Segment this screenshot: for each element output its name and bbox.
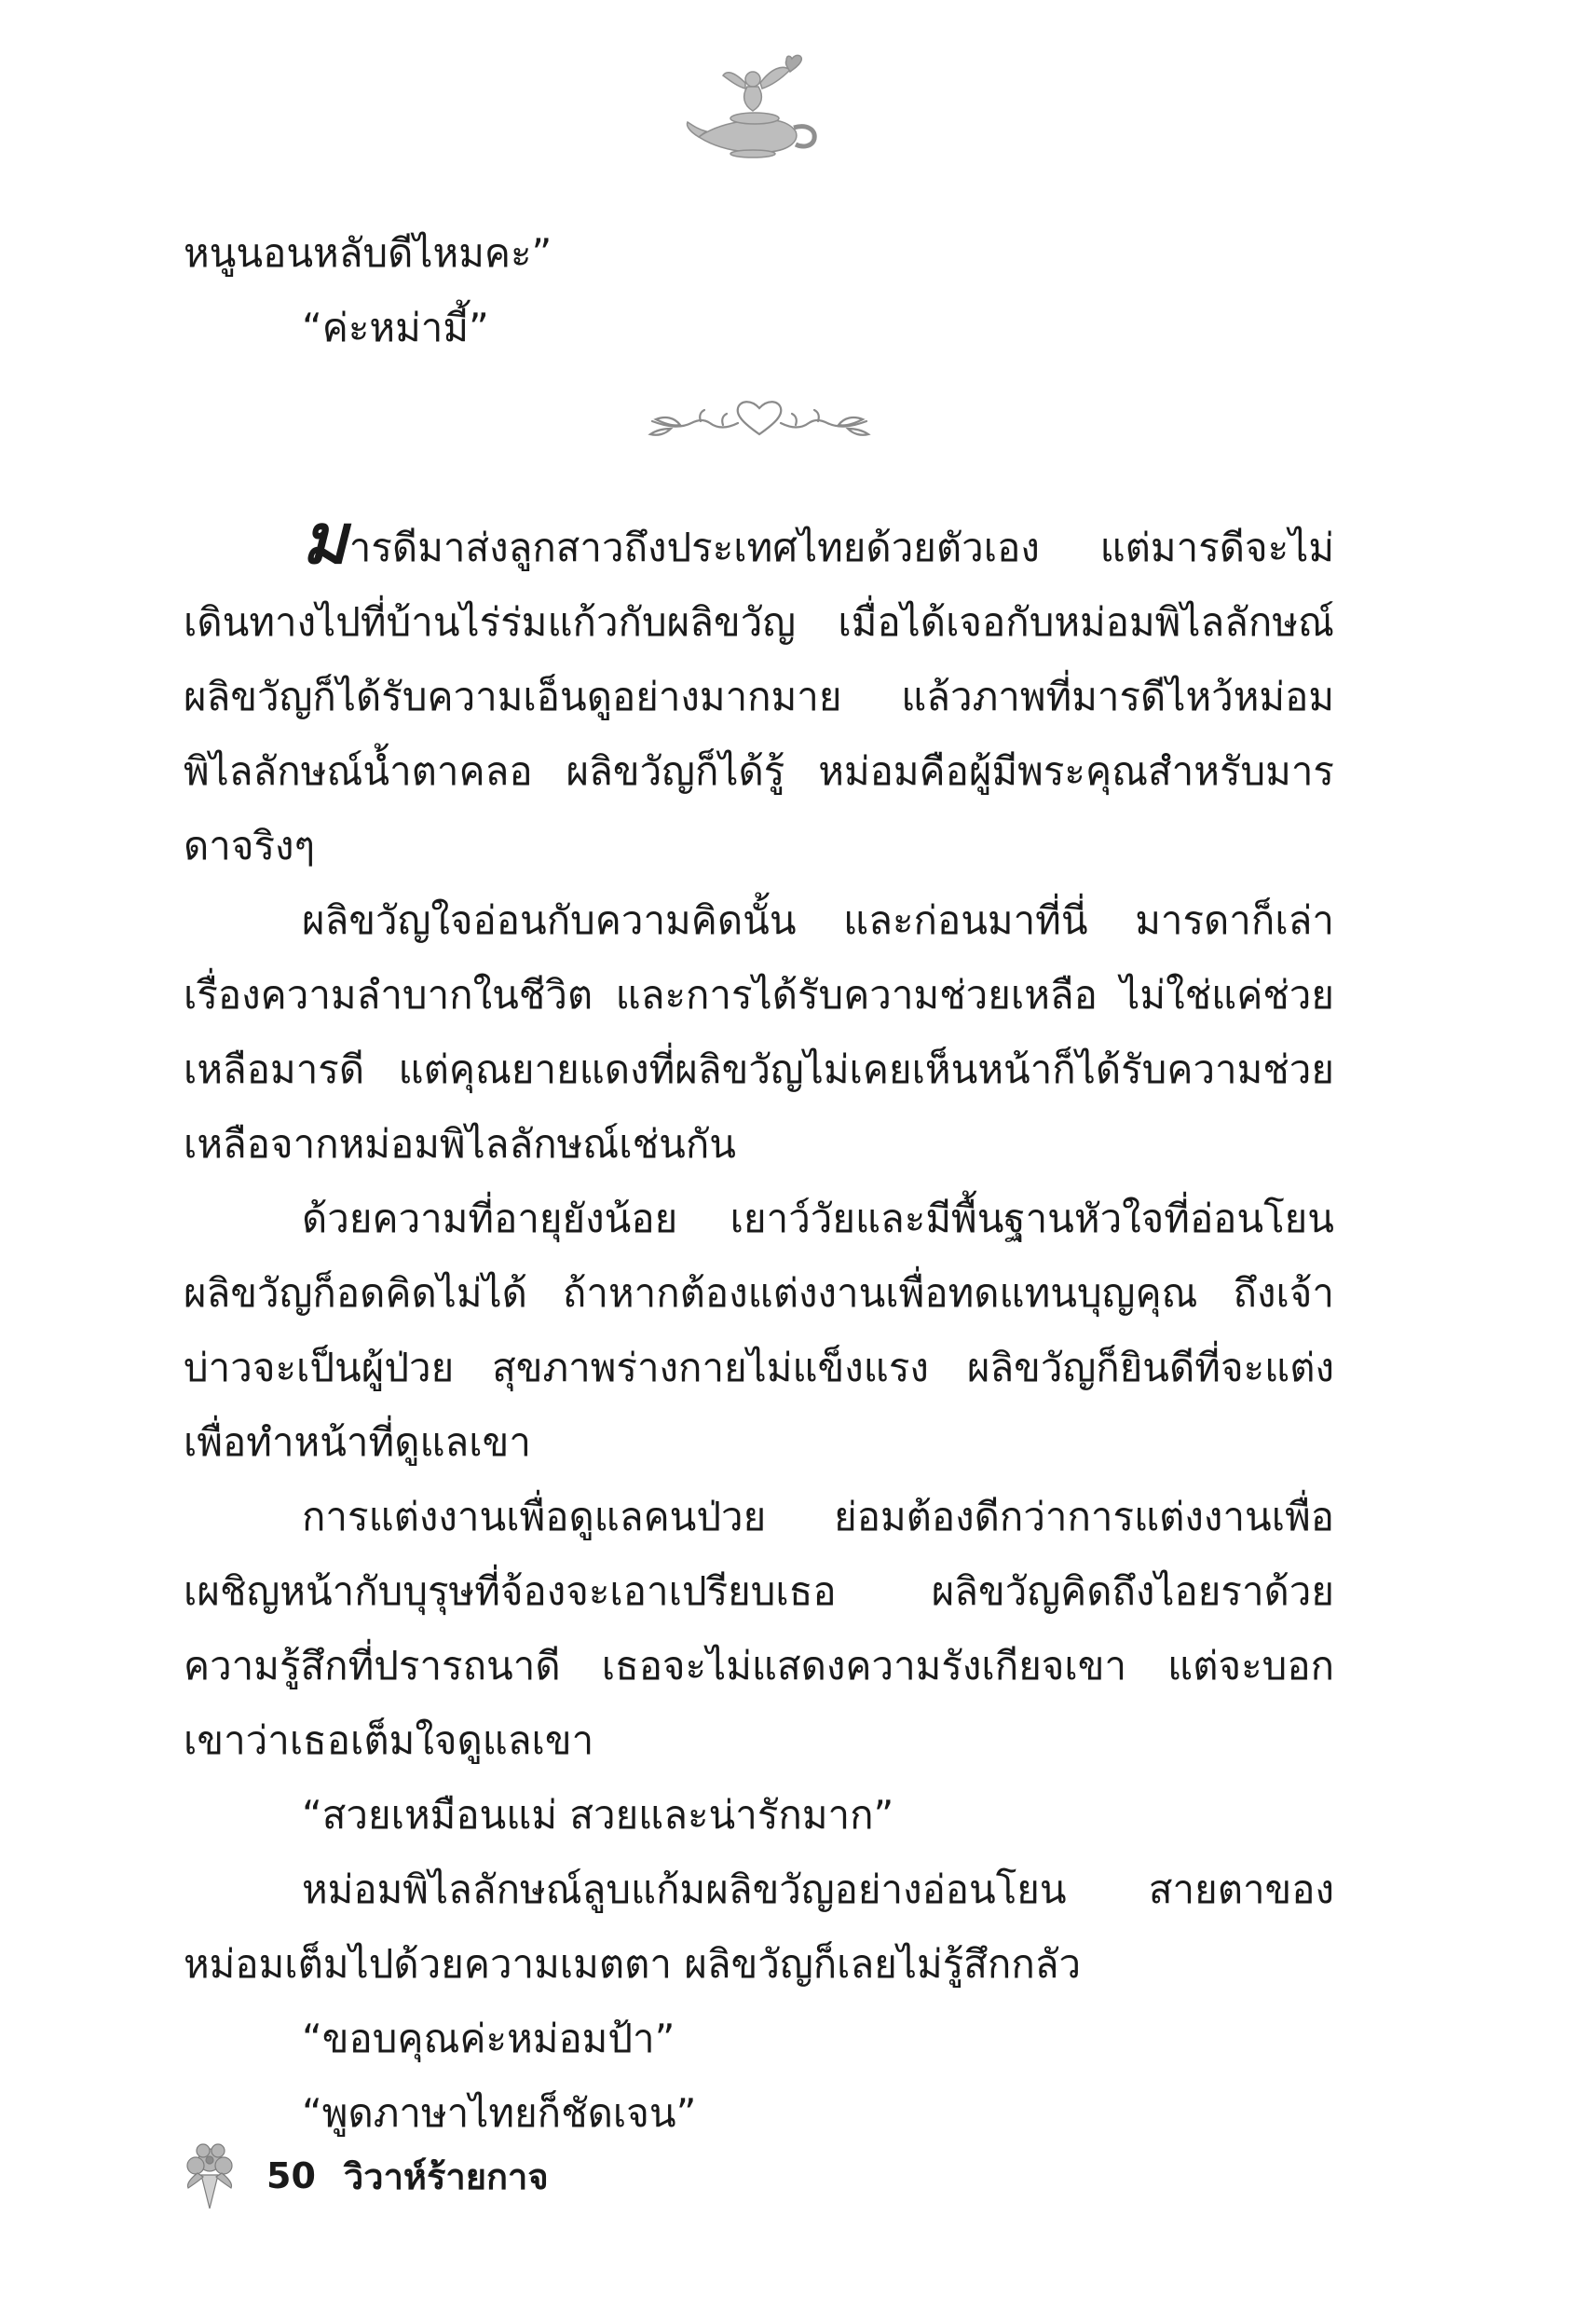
top-text-block <box>184 216 1334 365</box>
dialogue-line: “ขอบคุณค่ะหม่อมป้า” <box>302 2016 675 2061</box>
dialogue-line: “สวยเหมือนแม่ สวยและน่ารักมาก” <box>302 1792 894 1838</box>
drop-cap: ม <box>302 499 348 580</box>
first-paragraph <box>184 499 1334 883</box>
dialogue-line: “ค่ะหม่ามี้” <box>302 305 489 350</box>
paragraph: ผลิขวัญใจอ่อนกับความคิดนั้น และก่อนมาที่นี่ มารดาก็เล่าเรื่องความลำบากในชีวิต และการได้รับความช่วยเหลือ ไม่ใช่แค่ช่วยเหลือมารดี แต่คุณยายแดงที่ผลิขวัญไม่เคยเห็นหน้าก็ได้รับความช่วยเหลือจากหม่อมพิไลลักษณ์เช่นกัน <box>184 897 1334 1167</box>
flower-bouquet-icon <box>177 2140 242 2212</box>
dialogue-line: “พูดภาษาไทยก็ชัดเจน” <box>302 2090 697 2136</box>
paragraph: หม่อมพิไลลักษณ์ลูบแก้มผลิขวัญอย่างอ่อนโยน สายตาของหม่อมเต็มไปด้วยความเมตตา ผลิขวัญก็เลยไม่รู้สึกกลัว <box>184 1867 1334 1987</box>
paragraph: การแต่งงานเพื่อดูแลคนป่วย ย่อมต้องดีกว่าการแต่งงานเพื่อเผชิญหน้ากับบุรุษที่จ้องจะเอาเปรียบเธอ ผลิขวัญคิดถึงไอยราด้วยความรู้สึกที่ปรารถนาดี เธอจะไม่แสดงความรังเกียจเขา แต่จะบอกเขาว่าเธอเต็มใจดูแลเขา <box>184 1494 1334 1763</box>
first-paragraph-text: ารดีมาส่งลูกสาวถึงประเทศไทยด้วยตัวเอง แต่มารดีจะไม่เดินทางไปที่บ้านไร่ร่มแก้วกับผลิขวัญ เมื่อได้เจอกับหม่อมพิไลลักษณ์ ผลิขวัญก็ได้รับความเอ็นดูอย่างมากมาย แล้วภาพที่มารดีไหว้หม่อมพิไลลักษณ์น้ำตาคลอ ผลิขวัญก็ได้รู้ หม่อมคือผู้มีพระคุณสำหรับมารดาจริงๆ <box>184 525 1334 868</box>
page-footer <box>177 2134 549 2218</box>
main-text-block <box>184 499 1334 2151</box>
teapot-cupid-icon <box>680 51 829 163</box>
book-title: วิวาห์ร้ายกาจ <box>343 2155 549 2197</box>
page-number: 50 <box>266 2155 316 2196</box>
heart-vine-divider-icon <box>634 391 885 447</box>
text-line: หนูนอนหลับดีไหมคะ” <box>184 230 552 276</box>
paragraph: ด้วยความที่อายุยังน้อย เยาว์วัยและมีพื้นฐานหัวใจที่อ่อนโยน ผลิขวัญก็อดคิดไม่ได้ ถ้าหากต้องแต่งงานเพื่อทดแทนบุญคุณ ถึงเจ้าบ่าวจะเป็นผู้ป่วย สุขภาพร่างกายไม่แข็งแรง ผลิขวัญก็ยินดีที่จะแต่ง เพื่อทำหน้าที่ดูแลเขา <box>184 1196 1334 1465</box>
